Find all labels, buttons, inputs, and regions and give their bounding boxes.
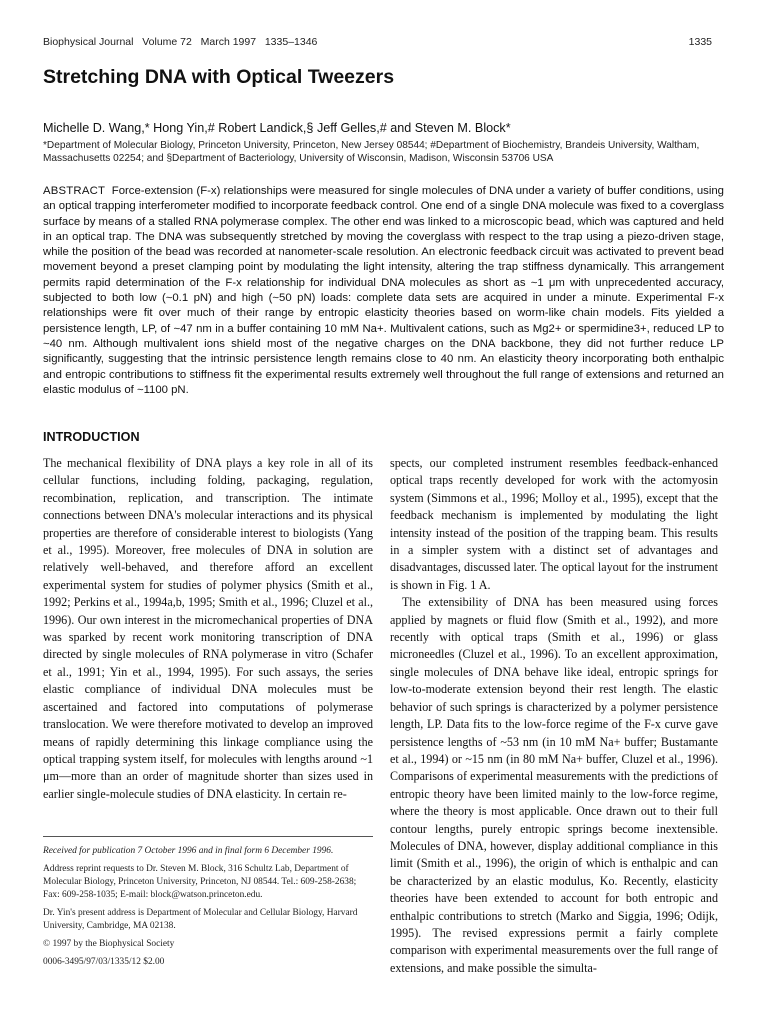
section-heading-introduction: INTRODUCTION — [43, 430, 140, 444]
abstract-label: ABSTRACT — [43, 185, 106, 197]
paragraph: The extensibility of DNA has been measured using forces applied by magnets or fluid flow (Smith et al., 1992), and more recently with optical traps (Smith et al., 1996) or glass microneedles (Cluzel et al., 1996). To an excellent approximation, single molecules of DNA behave like ideal, entropic springs for low-to-moderate extension beyond their rest length. The elastic behavior of such springs is characterized by a polymer persistence length, LP. Data fits to the low-force regime of the F-x curve gave persistence lengths of ~53 nm (in 10 mM Na+ buffer; Bustamante et al., 1994) or ~15 nm (in 80 mM Na+ buffer, Cluzel et al., 1996). Comparisons of experimental measurements with the predictions of entropic theory have been limited mainly to the low-force regime, where the theory is most applicable. Once drawn out to their full contour lengths, purely entropic springs become inextensible. Molecules of DNA, however, display additional compliance in this limit (Smith et al., 1996), the origin of which is enthalpic and can be characterized by an elastic modulus, Ko. Recently, elasticity theories have been extended to account for both entropic and enthalpic contributions to stretch (Marko and Siggia, 1996; Odijk, 1995). The revised expressions permit a fairly complete comparison with experimental measurements over the full range of extensions, and make possible the simulta- — [390, 595, 718, 975]
copyright-note: © 1997 by the Biophysical Society — [43, 939, 175, 949]
reprint-note: Address reprint requests to Dr. Steven M. Block, 316 Schultz Lab, Department of Molecular Biology, Princeton University, Princeton, NJ 08544. Tel.: 609-258-2638; Fax: 609-258-1035; E-mail: block@watson.princeton.edu. — [43, 864, 357, 900]
footnotes — [43, 836, 373, 974]
page-number: 1335 — [688, 36, 712, 48]
page-range: 1335–1346 — [264, 36, 318, 48]
abstract-text: Force-extension (F-x) relationships were measured for single molecules of DNA under a variety of buffer conditions, using an optical trapping interferometer modified to incorporate feedback control. One end of a single DNA molecule was fixed to a coverglass surface by means of a stalled RNA polymerase complex. The other end was linked to a microscopic bead, which was captured and held in an optical trap. The DNA was subsequently stretched by moving the coverglass with respect to the trap using a piezo-driven stage, while the position of the bead was recorded at nanometer-scale resolution. An electronic feedback circuit was activated to prevent bead movement beyond a preset clamping point by modulating the light intensity, altering the trap stiffness dynamically. This arrangement permits rapid determination of the F-x relationship for individual DNA molecules as short as ~1 μm with unprecedented accuracy, subjected to both low (~0.1 pN) and high (~50 pN) loads: complete data sets are acquired in under a minute. Experimental F-x relationships were fit over much of their range by entropic elasticity theories based on worm-like chain models. Fits yielded a persistence length, LP, of ~47 nm in a buffer containing 10 mM Na+. Multivalent cations, such as Mg2+ or spermidine3+, reduced LP to ~40 nm. Although multivalent ions shield most of the negative charges on the DNA backbone, they did not further reduce LP significantly, suggesting that the intrinsic persistence length remains close to 40 nm. An elasticity theory incorporating both enthalpic and entropic contributions to stiffness fit the experimental results extremely well throughout the full range of extensions and returned an elastic modulus of ~1100 pN. — [43, 185, 724, 396]
paragraph: spects, our completed instrument resembles feedback-enhanced optical traps recently developed for work with the actomyosin system (Simmons et al., 1996; Molloy et al., 1995), except that the feedback mechanism is implemented by modulating the light intensity instead of the position of the trapping beam. This results in a simpler system with a distinct set of advantages and disadvantages, discussed later. The optical layout for the instrument is shown in Fig. 1 A. — [390, 456, 718, 592]
present-address-note: Dr. Yin's present address is Department of Molecular and Cellular Biology, Harvard University, Cambridge, MA 02138. — [43, 908, 358, 931]
column-left — [43, 455, 373, 803]
paper-title: Stretching DNA with Optical Tweezers — [43, 66, 395, 88]
journal-volume: Volume 72 — [142, 36, 192, 48]
issue-date: March 1997 — [200, 36, 257, 48]
affiliations: *Department of Molecular Biology, Princeton University, Princeton, New Jersey 08544; #Department of Biochemistry, Brandeis University, Waltham, Massachusetts 02254; and §Department of Bacteriology, University of Wisconsin, Madison, Wisconsin 53706 USA — [43, 140, 700, 164]
journal-name: Biophysical Journal — [43, 36, 134, 48]
issn-note: 0006-3495/97/03/1335/12 $2.00 — [43, 957, 165, 967]
column-right — [390, 455, 718, 977]
running-head — [43, 36, 712, 48]
author-list: Michelle D. Wang,* Hong Yin,# Robert Landick,§ Jeff Gelles,# and Steven M. Block* — [43, 121, 511, 135]
abstract — [43, 184, 724, 398]
paragraph: The mechanical flexibility of DNA plays a key role in all of its cellular functions, including folding, packaging, regulation, recombination, replication, and transcription. The intimate connections between DNA's molecular interactions and its physical properties are therefore of considerable interest to biologists (Yang et al., 1995). Moreover, free molecules of DNA in solution are relatively well-behaved, and therefore afford an excellent experimental system for studies of polymer physics (Smith et al., 1992; Perkins et al., 1994a,b, 1995; Smith et al., 1996; Cluzel et al., 1996). Our own interest in the micromechanical properties of DNA was sparked by recent work monitoring transcription of DNA directed by single molecules of RNA polymerase in vitro (Schafer et al., 1991; Yin et al., 1994, 1995). For such assays, the series elastic compliance of individual DNA molecules must be ascertained and factored into computations of polymerase translocation. We were therefore motivated to develop an improved means of rapidly determining this linkage compliance using the optical trapping system itself, for molecules with lengths around ~1 μm—more than an order of magnitude shorter than sizes used in earlier single-molecule studies of DNA elasticity. In certain re- — [43, 456, 373, 801]
received-note: Received for publication 7 October 1996 and in final form 6 December 1996. — [43, 846, 334, 856]
